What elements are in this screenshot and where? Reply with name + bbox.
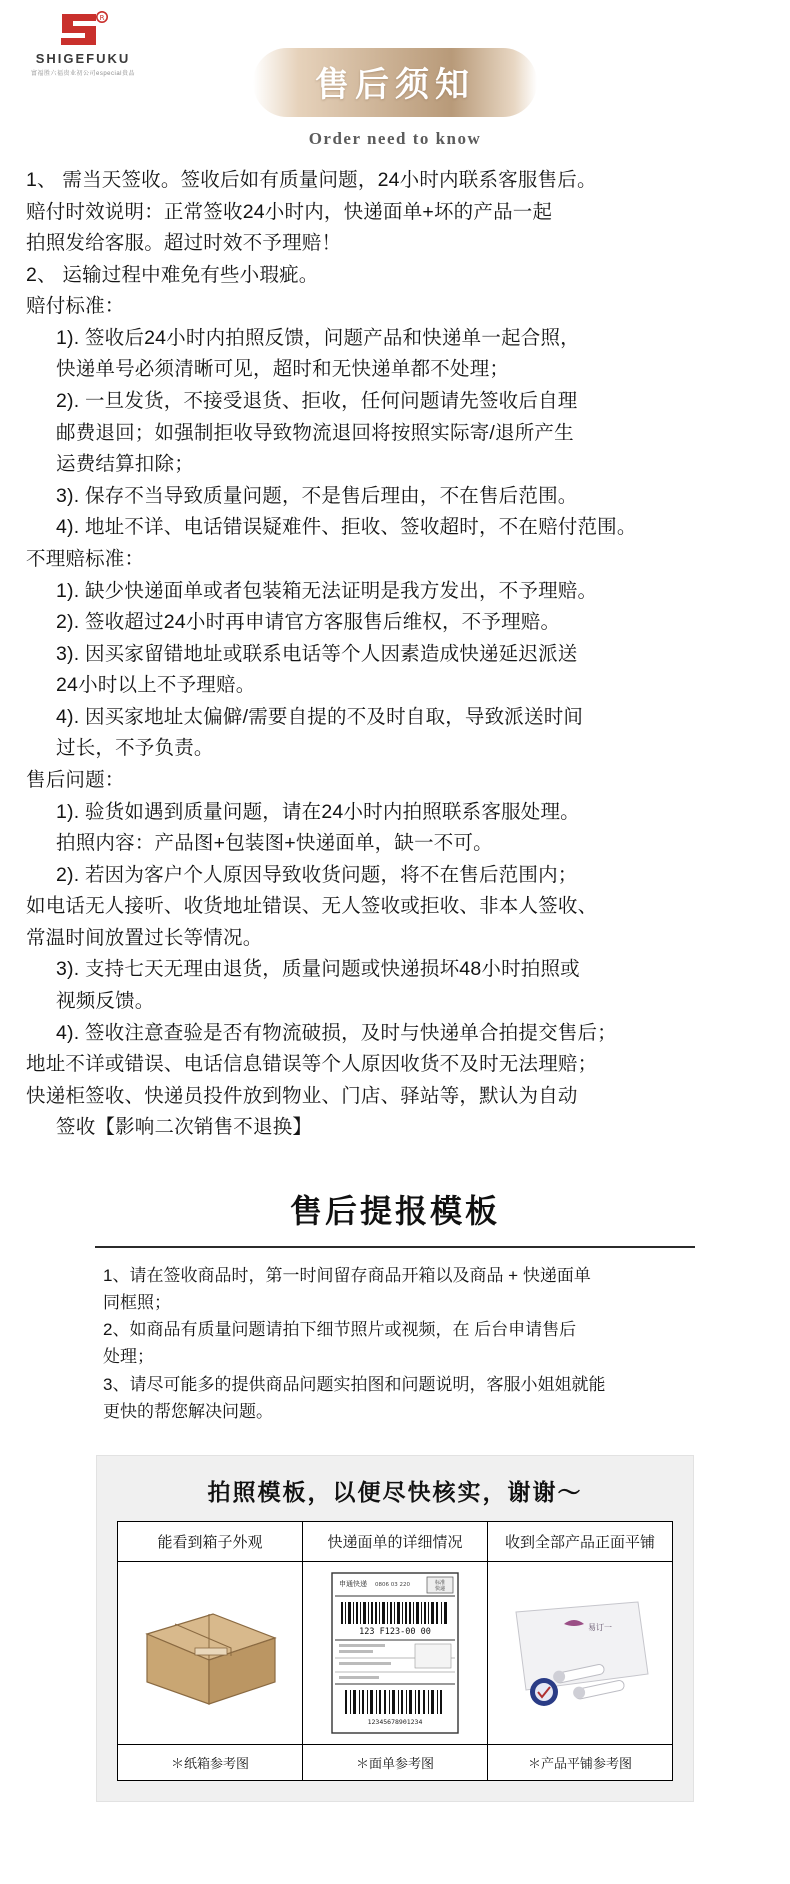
no-pay-line: 过长，不予负责。 (56, 737, 214, 760)
caption-carton: ＊纸箱参考图 (118, 1745, 303, 1781)
template-list (95, 1262, 695, 1425)
svg-text:12345678901234: 12345678901234 (367, 1718, 423, 1727)
s-monogram-icon (56, 8, 110, 50)
notice-line-1: 1、 需当天签收。签收后如有质量问题，24小时内联系客服售后。 (26, 169, 597, 191)
pay-standard-line: 2). 一旦发货，不接受退货、拒收，任何问题请先签收后自理 (56, 390, 578, 413)
svg-text:申通快递: 申通快递 (339, 1580, 367, 1589)
after-sale-line: 签收【影响二次销售不退换】 (56, 1116, 313, 1139)
column-header-carton: 能看到箱子外观 (118, 1522, 303, 1562)
pay-standard-line: 3). 保存不当导致质量问题，不是售后理由，不在售后范围。 (56, 484, 578, 507)
notice-line-4: 2、 运输过程中难免有些小瑕疵。 (26, 263, 319, 286)
notice-line-3: 拍照发给客服。超过时效不予理赔！ (26, 232, 342, 255)
page-subtitle: Order need to know (308, 129, 482, 148)
flat-lay-products-icon (496, 1578, 664, 1728)
template-title: 售后提报模板 (289, 1191, 500, 1230)
photo-template-table (117, 1521, 673, 1781)
template-divider (95, 1246, 695, 1248)
svg-text:易订一: 易订一 (588, 1623, 612, 1633)
no-pay-line: 3). 因买家留错地址或联系电话等个人因素造成快递延迟派送 (56, 642, 578, 665)
photo-template-box (96, 1455, 694, 1802)
after-sale-line: 常温时间放置过长等情况。 (26, 926, 263, 949)
template-item: 处理； (103, 1347, 154, 1367)
after-sale-line: 如电话无人接听、收货地址错误、无人签收或拒收、非本人签收、 (26, 895, 598, 918)
after-sale-title: 售后问题： (26, 768, 125, 791)
caption-products: ＊产品平铺参考图 (488, 1745, 673, 1781)
pay-standard-title: 赔付标准： (26, 295, 125, 318)
photo-template-heading: 拍照模板，以便尽快核实，谢谢～ (207, 1480, 583, 1507)
template-item: 同框照； (103, 1293, 171, 1313)
after-sale-line: 1). 验货如遇到质量问题，请在24小时内拍照联系客服处理。 (56, 800, 580, 823)
no-pay-line: 24小时以上不予理赔。 (56, 674, 256, 697)
waybill-sample-cell (303, 1562, 488, 1745)
svg-text:快递: 快递 (434, 1586, 446, 1593)
brand-tagline: 富福胜六福贵业初公司especial贵品 (30, 71, 135, 77)
after-sale-line: 地址不详或错误、电话信息错误等个人原因收货不及时无法理赔； (26, 1053, 598, 1076)
pay-standard-line: 4). 地址不详、电话错误疑难件、拒收、签收超时，不在赔付范围。 (56, 516, 637, 539)
after-sale-line: 拍照内容：产品图+包装图+快递面单，缺一不可。 (56, 832, 493, 855)
svg-text:标准: 标准 (434, 1580, 446, 1587)
table-image-row (118, 1562, 673, 1745)
table-header-row (118, 1522, 673, 1562)
column-header-waybill: 快递面单的详细情况 (303, 1522, 488, 1562)
after-sale-line: 视频反馈。 (56, 990, 155, 1013)
svg-text:0806 03 220: 0806 03 220 (375, 1582, 410, 1589)
after-sale-line: 快递柜签收、快递员投件放到物业、门店、驿站等，默认为自动 (26, 1084, 578, 1107)
template-item: 1、请在签收商品时，第一时间留存商品开箱以及商品 + 快递面单 (103, 1265, 591, 1285)
no-pay-title: 不理赔标准： (26, 547, 145, 570)
shipping-label-icon (331, 1572, 459, 1734)
carton-sample-cell (118, 1562, 303, 1745)
brand-logo (18, 8, 148, 77)
template-item: 2、如商品有质量问题请拍下细节照片或视频，在 后台申请售后 (103, 1320, 577, 1340)
template-item: 更快的帮您解决问题。 (103, 1401, 273, 1421)
template-item: 3、请尽可能多的提供商品问题实拍图和问题说明，客服小姐姐就能 (103, 1374, 606, 1394)
page-title: 售后须知 (315, 65, 475, 105)
pay-standard-line: 邮费退回；如强制拒收导致物流退回将按照实际寄/退所产生 (56, 421, 574, 444)
after-sale-line: 4). 签收注意查验是否有物流破损，及时与快递单合拍提交售后； (56, 1021, 617, 1044)
pay-standard-line: 1). 签收后24小时内拍照反馈，问题产品和快递单一起合照， (56, 326, 580, 349)
no-pay-line: 1). 缺少快递面单或者包装箱无法证明是我方发出，不予理赔。 (56, 579, 598, 602)
pay-standard-line: 运费结算扣除； (56, 453, 194, 476)
pay-standard-line: 快递单号必须清晰可见，超时和无快递单都不处理； (56, 358, 510, 381)
table-caption-row (118, 1745, 673, 1781)
caption-waybill: ＊面单参考图 (303, 1745, 488, 1781)
no-pay-line: 2). 签收超过24小时再申请官方客服售后维权，不予理赔。 (56, 611, 561, 634)
carton-box-icon (135, 1586, 285, 1716)
after-sale-line: 2). 若因为客户个人原因导致收货问题，将不在售后范围内； (56, 863, 578, 886)
no-pay-line: 4). 因买家地址太偏僻/需要自提的不及时自取，导致派送时间 (56, 705, 584, 728)
notice-line-2: 赔付时效说明：正常签收24小时内，快递面单+坏的产品一起 (26, 200, 553, 223)
column-header-products: 收到全部产品正面平铺 (488, 1522, 673, 1562)
svg-text:R: R (99, 14, 105, 22)
flat-product-sample-cell (488, 1562, 673, 1745)
brand-name: SHIGEFUKU (35, 51, 131, 66)
after-sale-line: 3). 支持七天无理由退货，质量问题或快递损坏48小时拍照或 (56, 958, 580, 981)
title-pill (253, 48, 537, 117)
svg-text:123 F123-00 00: 123 F123-00 00 (359, 1627, 431, 1638)
notice-content (0, 149, 790, 1144)
